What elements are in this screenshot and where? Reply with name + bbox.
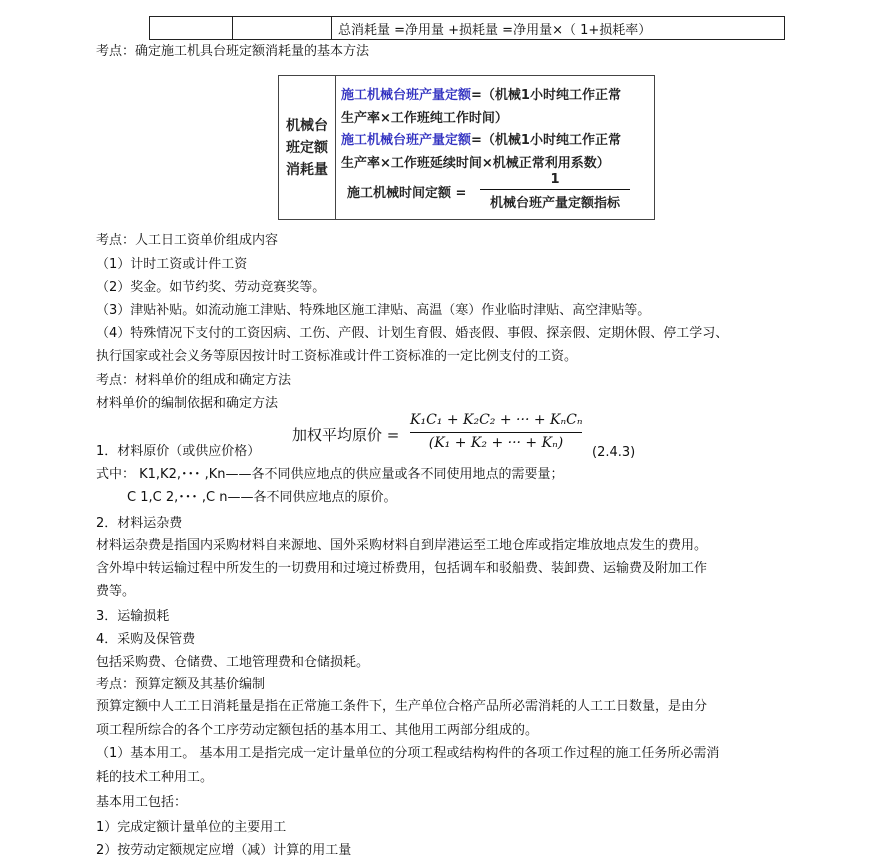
basic-labor-definition: （1）基本用工。 基本用工是指完成一定计量单位的分项工程或结构构件的各项工作过程的施工任务所必需消 <box>96 746 720 761</box>
section-transport-loss: 3．运输损耗 <box>96 609 170 624</box>
formula-label: 加权平均原价 = <box>292 426 400 444</box>
machine-quota-box <box>278 75 655 220</box>
wage-item-2: （2）奖金。如节约奖、劳动竞赛奖等。 <box>96 280 326 295</box>
output-quota-formula-2: =（机械1小时纯工作正常 <box>471 133 621 148</box>
heading-wage-composition: 考点：人工日工资单价组成内容 <box>96 233 279 248</box>
output-quota-title-2: 施工机械台班产量定额 <box>341 133 472 148</box>
procurement-fee-includes: 包括采购费、仓储费、工地管理费和仓储损耗。 <box>96 655 370 670</box>
section-transport-fee: 2．材料运杂费 <box>96 516 183 531</box>
output-quota-title-1: 施工机械台班产量定额 <box>341 88 472 103</box>
basic-labor-definition-cont: 耗的技术工种用工。 <box>96 770 214 785</box>
time-quota-fraction-line <box>480 189 630 190</box>
wage-item-3: （3）津贴补贴。如流动施工津贴、特殊地区施工津贴、高温（寒）作业临时津贴、高空津贴等。 <box>96 303 651 318</box>
material-price-basis: 材料单价的编制依据和确定方法 <box>96 396 279 411</box>
section-procurement-fee: 4．采购及保管费 <box>96 632 196 647</box>
table-cell-formula: 总消耗量 =净用量 +损耗量 =净用量×（ 1+损耗率） <box>332 17 785 40</box>
transport-fee-includes: 含外埠中转运输过程中所发生的一切费用和过境过桥费用，包括调车和驳船费、装卸费、运输费及附加工作 <box>96 561 708 576</box>
machine-line-3 <box>341 129 621 148</box>
heading-machine-method: 考点：确定施工机具台班定额消耗量的基本方法 <box>96 44 370 59</box>
formula-number: (2.4.3) <box>592 445 636 460</box>
transport-fee-definition: 材料运杂费是指国内采购材料自来源地、国外采购材料自到岸港运至工地仓库或指定堆放地点发生的费用。 <box>96 538 708 553</box>
output-quota-formula-1: =（机械1小时纯工作正常 <box>471 88 621 103</box>
labor-consumption-definition-cont: 项工程所综合的各个工序劳动定额包括的基本用工、其他用工两部分组成的。 <box>96 723 539 738</box>
formula-denominator: (K₁ + K₂ + ··· + Kₙ) <box>428 435 564 451</box>
wage-item-1: （1）计时工资或计件工资 <box>96 257 248 272</box>
symbol-k-definition: 式中： K1,K2,･･･ ,Kn——各不同供应地点的供应量或各不同使用地点的需要量； <box>96 467 564 482</box>
top-table <box>149 16 785 40</box>
machine-line-1 <box>341 84 621 103</box>
basic-labor-item-2: 2）按劳动定额规定应增（减）计算的用工量 <box>96 843 352 858</box>
table-cell-empty-1 <box>150 17 233 40</box>
machine-box-label-cell <box>279 76 336 219</box>
basic-labor-item-1: 1）完成定额计量单位的主要用工 <box>96 820 287 835</box>
time-quota-numerator: 1 <box>550 172 560 187</box>
formula-numerator: K₁C₁ + K₂C₂ + ··· + KₙCₙ <box>410 412 583 428</box>
wage-item-4-cont: 执行国家或社会义务等原因按计时工资标准或计件工资标准的一定比例支付的工资。 <box>96 349 578 364</box>
heading-budget-quota: 考点：预算定额及其基价编制 <box>96 677 266 692</box>
wage-item-4: （4）特殊情况下支付的工资因病、工伤、产假、计划生育假、婚丧假、事假、探亲假、定期休假、停工学习、 <box>96 326 729 341</box>
symbol-c-definition: C 1,C 2,･･･ ,C n——各不同供应地点的原价。 <box>127 490 397 505</box>
time-quota-denominator: 机械台班产量定额指标 <box>489 196 620 211</box>
section-material-original-price: 1．材料原价（或供应价格） <box>96 444 261 459</box>
basic-labor-includes: 基本用工包括： <box>96 795 188 810</box>
labor-consumption-definition: 预算定额中人工工日消耗量是指在正常施工条件下，生产单位合格产品所必需消耗的人工工日数量，是由分 <box>96 699 708 714</box>
machine-line-2: 生产率×工作班纯工作时间） <box>341 111 508 126</box>
formula-fraction-line <box>410 432 582 433</box>
table-cell-empty-2 <box>233 17 332 40</box>
machine-line-4: 生产率×工作班延续时间×机械正常利用系数） <box>341 156 610 171</box>
transport-fee-includes-cont: 费等。 <box>96 584 136 599</box>
time-quota-label: 施工机械时间定额 = <box>347 186 467 201</box>
machine-box-label: 机械台班定额消耗量 <box>286 117 328 178</box>
heading-material-price: 考点：材料单价的组成和确定方法 <box>96 373 292 388</box>
